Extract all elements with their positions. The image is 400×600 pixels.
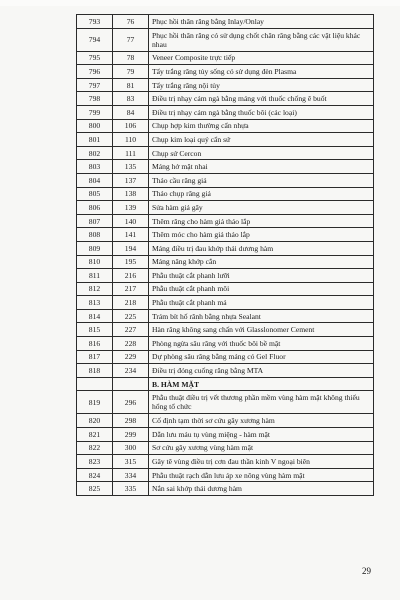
procedure-code-cell: 78 xyxy=(113,51,149,65)
procedure-code-cell: 76 xyxy=(113,15,149,29)
procedure-name-cell: Sơ cứu gãy xương vùng hàm mặt xyxy=(149,441,374,455)
table-row xyxy=(77,309,374,323)
row-index-cell: 818 xyxy=(77,364,113,378)
page-number: 29 xyxy=(362,566,371,576)
table-row xyxy=(77,241,374,255)
procedure-name-cell: Phẫu thuật cắt phanh lưỡi xyxy=(149,269,374,283)
row-index-cell: 803 xyxy=(77,160,113,174)
table-row xyxy=(77,119,374,133)
procedure-code-cell: 139 xyxy=(113,201,149,215)
procedure-code-cell: 111 xyxy=(113,146,149,160)
procedure-name-cell: Chụp kim loại quý cẩn sứ xyxy=(149,133,374,147)
procedure-code-cell: 140 xyxy=(113,214,149,228)
procedure-name-cell: Máng nâng khớp cắn xyxy=(149,255,374,269)
row-index-cell: 806 xyxy=(77,201,113,215)
table-row xyxy=(77,146,374,160)
procedure-name-cell: Máng điều trị đau khớp thái dương hàm xyxy=(149,241,374,255)
table-row xyxy=(77,482,374,496)
row-index-cell: 822 xyxy=(77,441,113,455)
table-row xyxy=(77,133,374,147)
row-index-cell: 811 xyxy=(77,269,113,283)
table-row xyxy=(77,28,374,51)
procedure-name-cell: Sửa hàm giả gãy xyxy=(149,201,374,215)
procedure-name-cell: Điều trị nhạy cảm ngà bằng máng với thuốc chống ê buốt xyxy=(149,92,374,106)
procedure-code-cell: 83 xyxy=(113,92,149,106)
procedure-code-cell: 299 xyxy=(113,428,149,442)
table-row xyxy=(77,187,374,201)
row-index-cell: 802 xyxy=(77,146,113,160)
procedure-code-cell: 110 xyxy=(113,133,149,147)
procedure-code-cell: 228 xyxy=(113,337,149,351)
row-index-cell: 823 xyxy=(77,455,113,469)
row-index-cell: 798 xyxy=(77,92,113,106)
table-row xyxy=(77,214,374,228)
procedure-code-cell: 296 xyxy=(113,391,149,414)
table-row xyxy=(77,282,374,296)
procedure-name-cell: Veneer Composite trực tiếp xyxy=(149,51,374,65)
procedure-name-cell: Phẫu thuật cắt phanh môi xyxy=(149,282,374,296)
row-index-cell: 804 xyxy=(77,173,113,187)
table-row xyxy=(77,364,374,378)
row-index-cell: 800 xyxy=(77,119,113,133)
procedure-table xyxy=(76,14,374,496)
table-row xyxy=(77,337,374,351)
row-index-cell: 809 xyxy=(77,241,113,255)
procedure-name-cell: Thêm móc cho hàm giả tháo lắp xyxy=(149,228,374,242)
procedure-code-cell: 229 xyxy=(113,350,149,364)
table-row xyxy=(77,350,374,364)
row-index-cell: 807 xyxy=(77,214,113,228)
procedure-name-cell: Trám bít hố rãnh bằng nhựa Sealant xyxy=(149,309,374,323)
row-index-cell: 797 xyxy=(77,78,113,92)
row-index-cell: 795 xyxy=(77,51,113,65)
table-row xyxy=(77,201,374,215)
procedure-code-cell: 194 xyxy=(113,241,149,255)
row-index-cell: 824 xyxy=(77,468,113,482)
procedure-name-cell: Phẫu thuật rạch dẫn lưu áp xe nông vùng hàm mặt xyxy=(149,468,374,482)
procedure-code-cell: 216 xyxy=(113,269,149,283)
row-index-cell: 801 xyxy=(77,133,113,147)
row-index-cell: 799 xyxy=(77,105,113,119)
procedure-code-cell: 315 xyxy=(113,455,149,469)
row-index-cell: 815 xyxy=(77,323,113,337)
procedure-name-cell: Cố định tạm thời sơ cứu gãy xương hàm xyxy=(149,414,374,428)
procedure-name-cell: Phẫu thuật cắt phanh má xyxy=(149,296,374,310)
procedure-code-cell: 141 xyxy=(113,228,149,242)
procedure-code-cell: 218 xyxy=(113,296,149,310)
row-index-cell: 810 xyxy=(77,255,113,269)
row-index-cell: 820 xyxy=(77,414,113,428)
procedure-name-cell: Phục hồi thân răng bằng Inlay/Onlay xyxy=(149,15,374,29)
table-row xyxy=(77,455,374,469)
procedure-name-cell: Thêm răng cho hàm giả tháo lắp xyxy=(149,214,374,228)
row-index-cell: 821 xyxy=(77,428,113,442)
table-row xyxy=(77,414,374,428)
table-row xyxy=(77,160,374,174)
table-row xyxy=(77,323,374,337)
procedure-name-cell: Phẫu thuật điều trị vết thương phần mềm vùng hàm mặt không thiếu hổng tổ chức xyxy=(149,391,374,414)
row-index-cell: 816 xyxy=(77,337,113,351)
procedure-code-cell: 106 xyxy=(113,119,149,133)
row-index-cell: 796 xyxy=(77,65,113,79)
procedure-code-cell: 234 xyxy=(113,364,149,378)
row-index-cell xyxy=(77,377,113,391)
procedure-name-cell: Dẫn lưu máu tụ vùng miệng - hàm mặt xyxy=(149,428,374,442)
procedure-name-cell: Tẩy trắng răng nội tủy xyxy=(149,78,374,92)
section-header-row xyxy=(77,377,374,391)
procedure-code-cell: 334 xyxy=(113,468,149,482)
row-index-cell: 794 xyxy=(77,28,113,51)
procedure-name-cell: Máng hở mặt nhai xyxy=(149,160,374,174)
procedure-table-body xyxy=(77,15,374,496)
procedure-name-cell: Tháo chụp răng giả xyxy=(149,187,374,201)
procedure-code-cell: 298 xyxy=(113,414,149,428)
table-row xyxy=(77,51,374,65)
procedure-name-cell: Chụp sứ Cercon xyxy=(149,146,374,160)
row-index-cell: 808 xyxy=(77,228,113,242)
procedure-code-cell: 137 xyxy=(113,173,149,187)
procedure-code-cell: 335 xyxy=(113,482,149,496)
section-title-cell: B. HÀM MẶT xyxy=(149,377,374,391)
procedure-name-cell: Phục hồi thân răng có sử dụng chốt chân răng bằng các vật liệu khác nhau xyxy=(149,28,374,51)
table-row xyxy=(77,15,374,29)
procedure-name-cell: Điều trị nhạy cảm ngà bằng thuốc bôi (các loại) xyxy=(149,105,374,119)
procedure-code-cell: 84 xyxy=(113,105,149,119)
procedure-name-cell: Dự phòng sâu răng bằng máng có Gel Fluor xyxy=(149,350,374,364)
table-row xyxy=(77,105,374,119)
procedure-code-cell: 135 xyxy=(113,160,149,174)
procedure-name-cell: Gây tê vùng điều trị cơn đau thần kinh V ngoại biên xyxy=(149,455,374,469)
procedure-code-cell: 138 xyxy=(113,187,149,201)
procedure-name-cell: Phòng ngừa sâu răng với thuốc bôi bề mặt xyxy=(149,337,374,351)
procedure-code-cell: 217 xyxy=(113,282,149,296)
row-index-cell: 805 xyxy=(77,187,113,201)
procedure-name-cell: Chụp hợp kim thường cẩn nhựa xyxy=(149,119,374,133)
procedure-code-cell: 77 xyxy=(113,28,149,51)
procedure-name-cell: Nắn sai khớp thái dương hàm xyxy=(149,482,374,496)
procedure-code-cell: 227 xyxy=(113,323,149,337)
procedure-name-cell: Điều trị đóng cuống răng bằng MTA xyxy=(149,364,374,378)
table-row xyxy=(77,441,374,455)
page-top-edge xyxy=(0,0,400,6)
table-row xyxy=(77,269,374,283)
procedure-code-cell: 300 xyxy=(113,441,149,455)
row-index-cell: 812 xyxy=(77,282,113,296)
row-index-cell: 819 xyxy=(77,391,113,414)
row-index-cell: 817 xyxy=(77,350,113,364)
table-row xyxy=(77,228,374,242)
table-row xyxy=(77,296,374,310)
row-index-cell: 814 xyxy=(77,309,113,323)
procedure-code-cell: 225 xyxy=(113,309,149,323)
table-row xyxy=(77,78,374,92)
table-row xyxy=(77,92,374,106)
row-index-cell: 813 xyxy=(77,296,113,310)
procedure-name-cell: Tháo cầu răng giả xyxy=(149,173,374,187)
row-index-cell: 793 xyxy=(77,15,113,29)
table-row xyxy=(77,468,374,482)
procedure-code-cell: 195 xyxy=(113,255,149,269)
table-row xyxy=(77,173,374,187)
table-row xyxy=(77,255,374,269)
table-row xyxy=(77,391,374,414)
procedure-name-cell: Hàn răng không sang chấn với Glasslonomer Cement xyxy=(149,323,374,337)
row-index-cell: 825 xyxy=(77,482,113,496)
procedure-code-cell: 81 xyxy=(113,78,149,92)
procedure-name-cell: Tẩy trắng răng tủy sống có sử dụng đèn Plasma xyxy=(149,65,374,79)
procedure-code-cell xyxy=(113,377,149,391)
table-row xyxy=(77,65,374,79)
procedure-code-cell: 79 xyxy=(113,65,149,79)
table-row xyxy=(77,428,374,442)
